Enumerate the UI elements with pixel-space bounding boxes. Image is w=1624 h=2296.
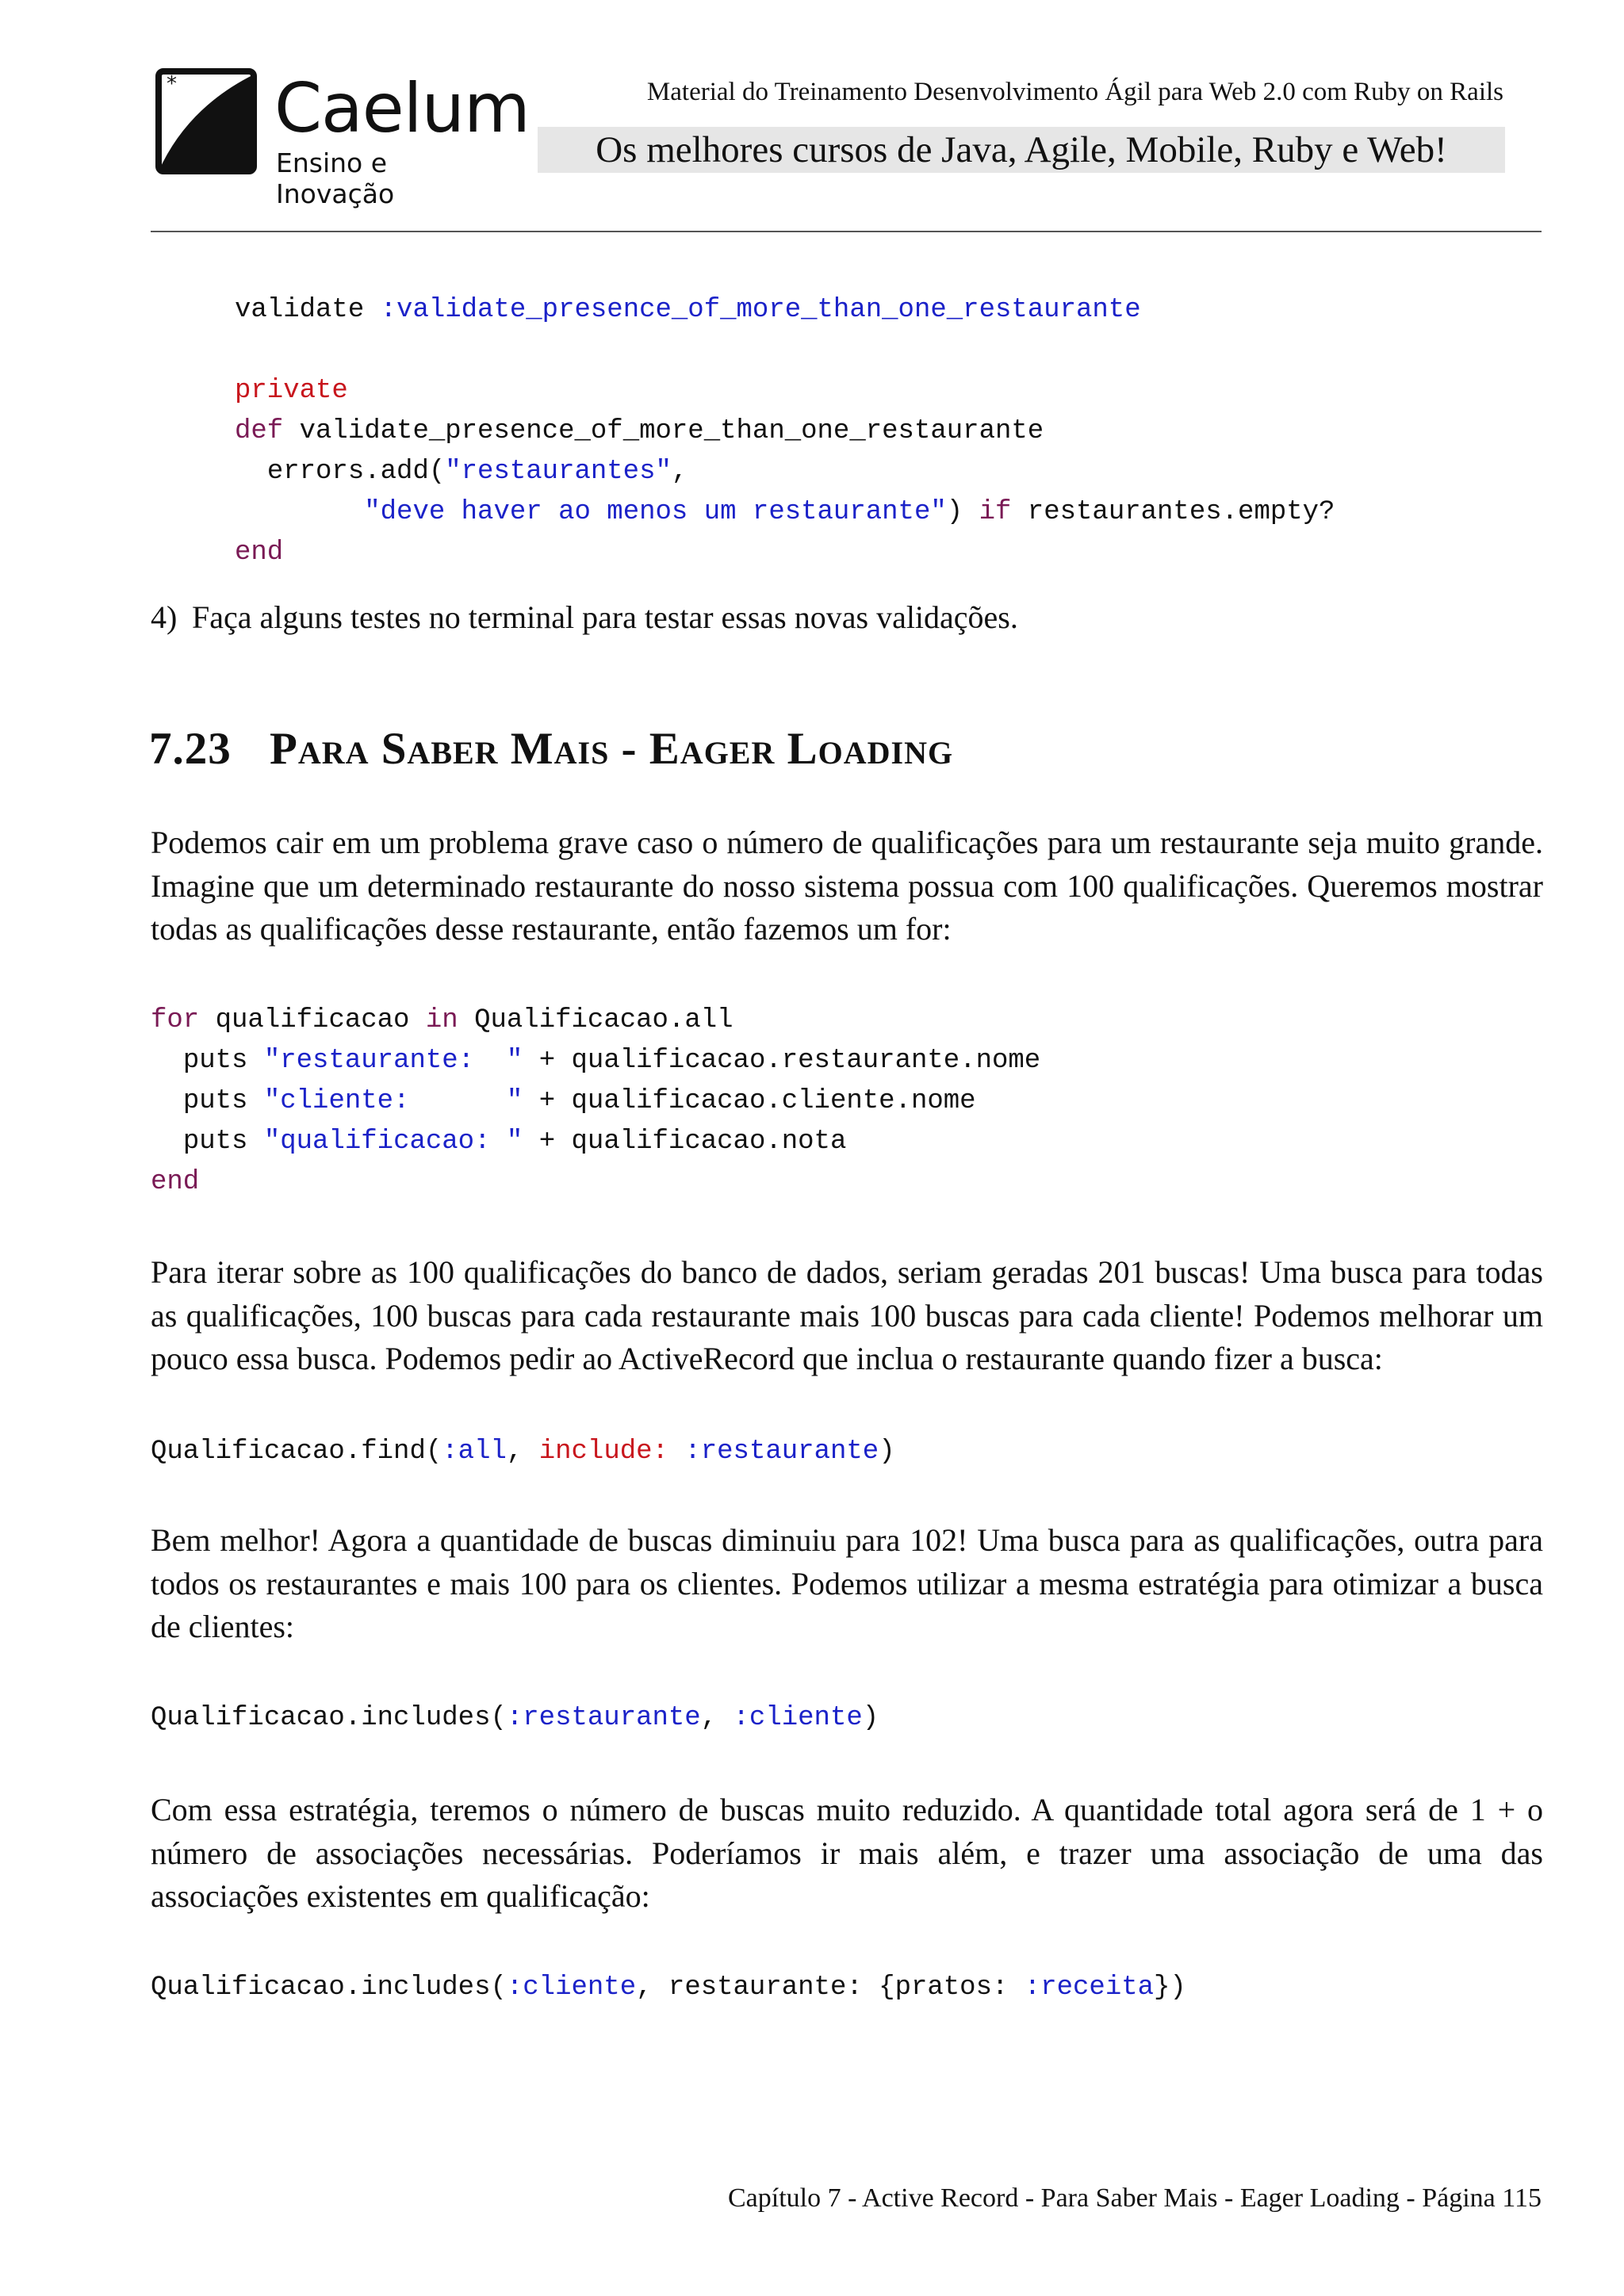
paragraph-4: Com essa estratégia, teremos o número de buscas muito reduzido. A quantidade total agora será de 1 + o número de associações necessárias. Poderíamos ir mais além, e trazer uma associação de uma das associações existentes em qualificação:	[151, 1792, 1543, 1914]
code-block-validation	[235, 290, 1335, 573]
code-token: errors.add(	[266, 457, 446, 487]
code-token: Qualificacao.includes(	[151, 1703, 507, 1733]
code-token: , restaurante: {pratos:	[636, 1973, 1025, 2003]
code-token: ,	[671, 457, 688, 487]
code-token: if	[979, 497, 1012, 527]
code-token: include:	[538, 1437, 668, 1467]
code-token: )	[862, 1703, 879, 1733]
code-token: "cliente: "	[263, 1086, 523, 1116]
code-token: )	[946, 497, 963, 527]
code-block-nested-includes	[151, 1968, 1186, 2008]
code-token: Qualificacao.find(	[151, 1437, 442, 1467]
code-token: validate	[235, 295, 365, 325]
code-token: :receita	[1024, 1973, 1155, 2003]
code-token: + qualificacao.cliente.nome	[523, 1086, 976, 1116]
code-token: :restaurante	[506, 1703, 701, 1733]
code-token: Qualificacao.includes(	[151, 1973, 507, 2003]
code-token: })	[1154, 1973, 1186, 2003]
paragraph-2: Para iterar sobre as 100 qualificações do banco de dados, seriam geradas 201 buscas! Uma busca para todas as qualificações, 100 buscas para cada restaurante mais 100 buscas para cada cliente! Podemos melhorar um pouco essa busca. Podemos pedir ao ActiveRecord que inclua o restaurante quando fizer a busca:	[151, 1254, 1543, 1376]
code-token: private	[235, 376, 348, 406]
logo-subtitle: Ensino e Inovação	[276, 147, 395, 209]
code-token: :restaurante	[684, 1437, 879, 1467]
code-token: "restaurantes"	[445, 457, 672, 487]
code-token: ,	[700, 1703, 733, 1733]
code-token: :all	[442, 1437, 507, 1467]
code-token: ,	[506, 1437, 539, 1467]
code-token: validate_presence_of_more_than_one_restaurante	[299, 416, 1044, 446]
section-heading	[149, 723, 953, 775]
slogan-banner: Os melhores cursos de Java, Agile, Mobile, Ruby e Web!	[538, 127, 1505, 173]
code-block-for-loop	[151, 1001, 1040, 1203]
code-token: restaurantes.empty?	[1027, 497, 1335, 527]
material-title: Material do Treinamento Desenvolvimento Ágil para Web 2.0 com Ruby on Rails	[646, 78, 1503, 106]
code-token: + qualificacao.nota	[523, 1127, 847, 1157]
code-block-includes	[151, 1698, 879, 1739]
svg-text:*: *	[167, 72, 177, 96]
code-token: "deve haver ao menos um restaurante"	[364, 497, 947, 527]
code-token: def	[235, 416, 284, 446]
code-token: )	[879, 1437, 895, 1467]
code-token: for	[151, 1005, 200, 1035]
section-title: Para Saber Mais - Eager Loading	[270, 724, 954, 774]
paragraph-3: Bem melhor! Agora a quantidade de buscas diminuiu para 102! Uma busca para as qualificações, outra para todos os restaurantes e mais 100 para os clientes. Podemos utilizar a mesma estratégia para otimizar a busca de clientes:	[151, 1522, 1543, 1644]
header-divider	[151, 231, 1542, 232]
page-footer: Capítulo 7 - Active Record - Para Saber Mais - Eager Loading - Página 115	[727, 2183, 1542, 2213]
caelum-logo	[155, 68, 530, 209]
code-token: puts	[182, 1127, 248, 1157]
section-number: 7.23	[149, 724, 232, 774]
logo-mark-icon	[155, 68, 257, 174]
code-token	[668, 1437, 684, 1467]
list-item-step-4	[151, 596, 1018, 639]
step-number: 4)	[151, 599, 178, 635]
code-token: in	[425, 1005, 458, 1035]
paragraph-1: Podemos cair em um problema grave caso o número de qualificações para um restaurante seja muito grande. Imagine que um determinado restaurante do nosso sistema possua com 100 qualificações. Queremos mostrar todas as qualificações desse restaurante, então fazemos um for:	[151, 825, 1543, 947]
step-text: Faça alguns testes no terminal para testar essas novas validações.	[192, 599, 1018, 635]
code-block-find-include	[151, 1432, 895, 1472]
code-token: "qualificacao: "	[263, 1127, 523, 1157]
code-token: Qualificacao.all	[474, 1005, 733, 1035]
code-token: end	[151, 1167, 200, 1197]
code-token: "restaurante: "	[263, 1046, 523, 1076]
code-token: :cliente	[506, 1973, 637, 2003]
code-token: + qualificacao.restaurante.nome	[523, 1046, 1041, 1076]
code-token: end	[235, 538, 284, 568]
logo-title: Caelum	[274, 69, 530, 148]
code-token: puts	[182, 1086, 248, 1116]
code-token: :cliente	[733, 1703, 863, 1733]
code-token: puts	[182, 1046, 248, 1076]
code-token: :validate_presence_of_more_than_one_restaurante	[380, 295, 1141, 325]
code-token: qualificacao	[215, 1005, 410, 1035]
